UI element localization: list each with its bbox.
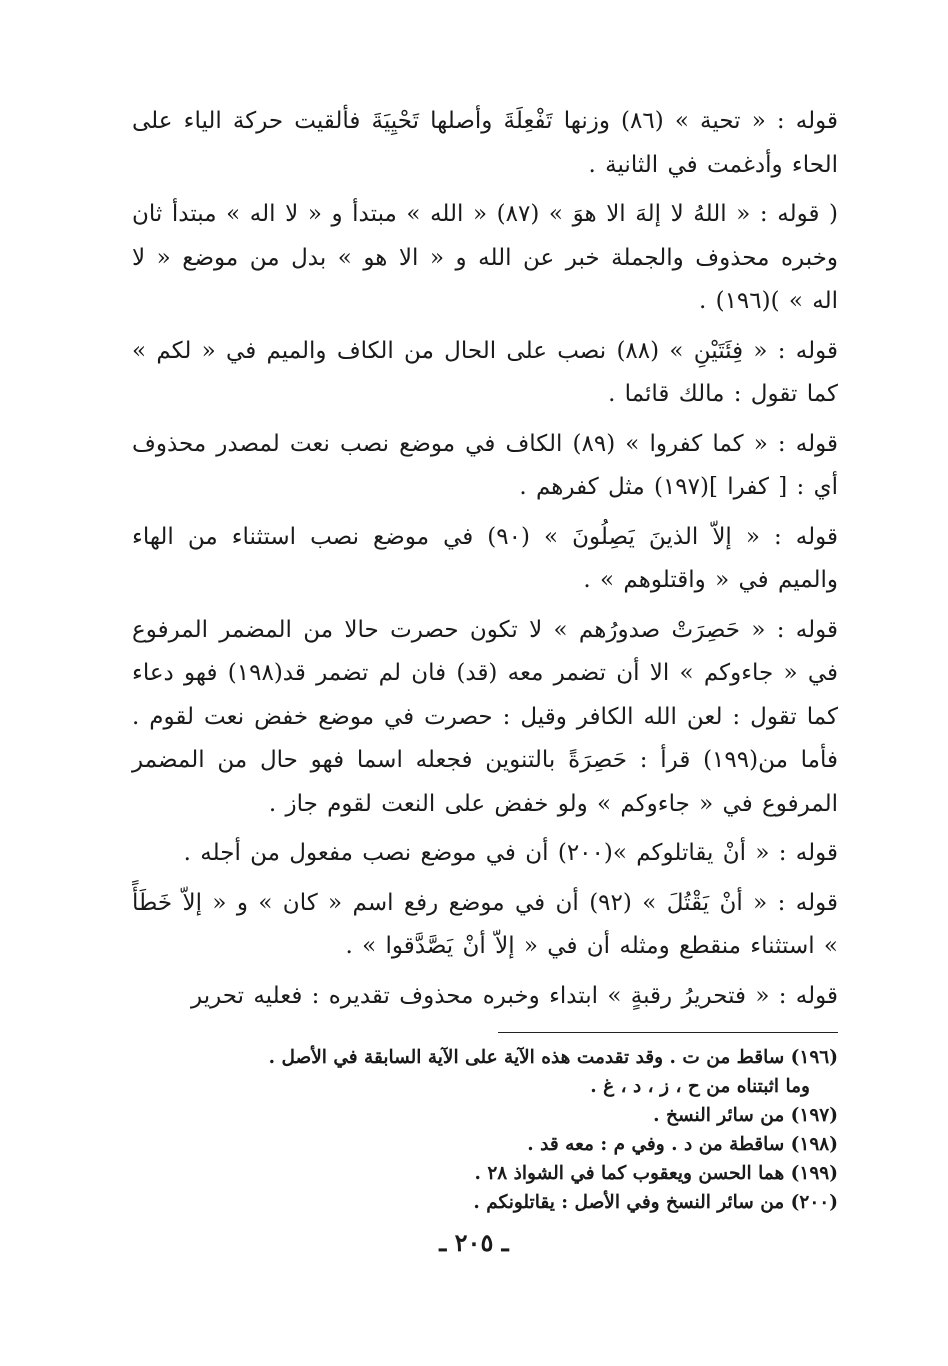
- main-text: [132, 100, 838, 1018]
- paragraph: قوله : « حَصِرَتْ صدورُهم » لا تكون حصرت حالا من المضمر المرفوع في « جاءوكم » الا أن تضمر معه (قد) فان لم تضمر قد(١٩٨) فهو دعاء كما تقول : لعن الله الكافر وقيل : حصرت في موضع خفض نعت لقوم . فأما من(١٩٩) قرأ : حَصِرَةً بالتنوين فجعله اسما فهو حال من المضمر المرفوع في « جاءوكم » ولو خفض على النعت لقوم جاز .: [132, 616, 838, 817]
- footnote-divider: [498, 1032, 838, 1033]
- footnote: (١٩٨) ساقطة من د . وفي م : معه قد .: [527, 1134, 838, 1155]
- footnotes: [132, 1043, 838, 1217]
- footnote: (١٩٦) ساقط من ت . وقد تقدمت هذه الآية على الآية السابقة في الأصل .: [268, 1047, 838, 1068]
- paragraph: قوله : « أنْ يقاتلوكم »(٢٠٠) أن في موضع نصب مفعول من أجله .: [183, 840, 838, 866]
- page-number: ـ ٢٠٥ ـ: [439, 1228, 509, 1257]
- paragraph: قوله : « إلاّ الذينَ يَصِلُونَ » (٩٠) في موضع نصب استثناء من الهاء والميم في « واقتلوهم » .: [132, 523, 838, 593]
- footnote: (٢٠٠) من سائر النسخ وفي الأصل : يقاتلونكم .: [473, 1192, 838, 1213]
- footnote-continuation: وما اثبتناه من ح ، ز ، د ، غ .: [590, 1076, 810, 1097]
- paragraph: قوله : « تحية » (٨٦) وزنها تَفْعِلَةَ وأصلها تَحْيِيَةَ فألقيت حركة الياء على الحاء وأدغمت في الثانية .: [132, 108, 838, 178]
- paragraph: قوله : « فِئَتَيْنِ » (٨٨) نصب على الحال من الكاف والميم في « لكم » كما تقول : مالك قائما .: [132, 337, 838, 407]
- paragraph: قوله : « كما كفروا » (٨٩) الكاف في موضع نصب نعت لمصدر محذوف أي : [ كفرا ](١٩٧) مثل كفرهم .: [132, 430, 838, 500]
- footnote: (١٩٧) من سائر النسخ .: [653, 1105, 838, 1126]
- footnote: (١٩٩) هما الحسن ويعقوب كما في الشواذ ٢٨ .: [474, 1163, 838, 1184]
- paragraph: قوله : « أنْ يَقْتُلَ » (٩٢) أن في موضع رفع اسم « كان » و « إلاّ خَطَأً » استثناء منقطع ومثله أن في « إلاّ أنْ يَصَّدَّقوا » .: [132, 889, 838, 959]
- paragraph: ( قوله : « اللهُ لا إلهَ الا هوَ » (٨٧) « الله » مبتدأ و « لا اله » مبتدأ ثان وخبره محذوف والجملة خبر عن الله و « الا هو » بدل من موضع « لا اله » )(١٩٦) .: [132, 201, 839, 314]
- paragraph: قوله : « فتحريرُ رقبةٍ » ابتداء وخبره محذوف تقديره : فعليه تحرير: [191, 982, 838, 1009]
